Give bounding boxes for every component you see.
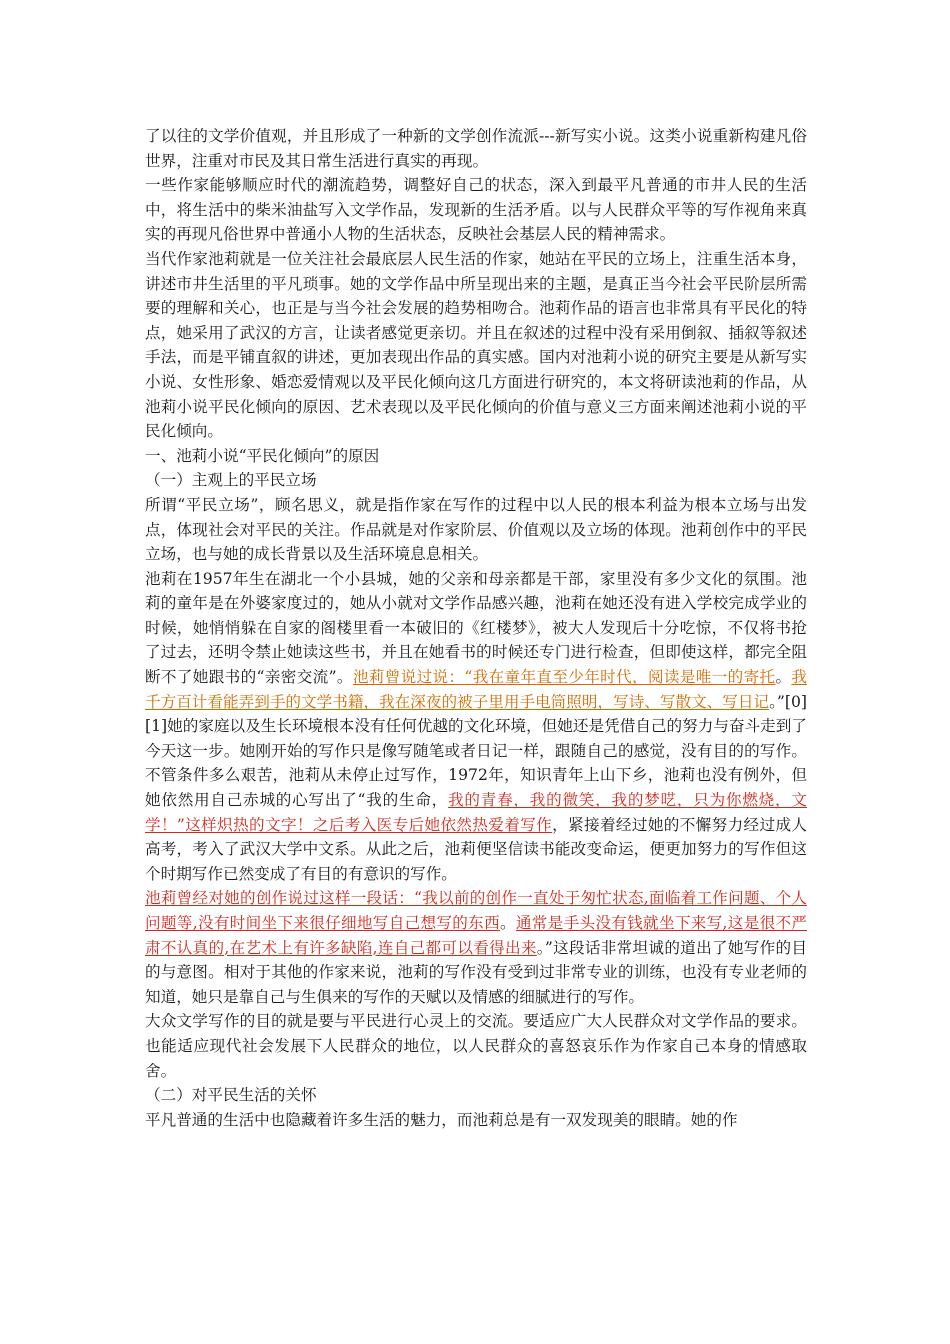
highlighted-quote-red-3: 通常是手头没有钱就坐下来写,这是很不严肃不认真的,在艺术上有许多缺陷,连自己都可以看得出来	[145, 914, 807, 957]
paragraph-5	[145, 567, 807, 887]
paragraph-1: 了以往的文学价值观，并且形成了一种新的文学创作流派---新写实小说。这类小说重新构建凡俗世界，注重对市民及其日常生活进行真实的再现。	[145, 127, 807, 170]
paragraph-3: 当代作家池莉就是一位关注社会最底层人民生活的作家，她站在平民的立场上，注重生活本身，讲述市井生活里的平凡琐事。她的文学作品中所呈现出来的主题，是真正当今社会平民阶层所需要的理解和关心，也正是与当今社会发展的趋势相吻合。池莉作品的语言也非常具有平民化的特点，她采用了武汉的方言，让读者感觉更亲切。并且在叙述的过程中没有采用倒叙、插叙等叙述手法，而是平铺直叙的讲述，更加表现出作品的真实感。国内对池莉小说的研究主要是从新写实小说、女性形象、婚恋爱情观以及平民化倾向这几方面进行研究的，本文将研读池莉的作品，从池莉小说平民化倾向的原因、艺术表现以及平民化倾向的价值与意义三方面来阐述池莉小说的平民化倾向。	[145, 249, 807, 441]
paragraph-5-text-c: 。	[775, 668, 792, 687]
paragraph-6-text-d: 。”这段话非常坦诚的道出了她写作的目的与意图。相对于其他的作家来说，池莉的写作没有受到过非常专业的训练，也没有专业老师的知道，她只是靠自己与生俱来的写作的天赋以及情感的细腻进行的写作。	[145, 938, 807, 1006]
paragraph-5-text-g: ，紧接着经过她的不懈努力经过成人高考，考入了武汉大学中文系。从此之后，池莉便坚信读书能改变命运，便更加努力的写作但这个时期写作已然变成了有目的有意识的写作。	[145, 815, 807, 883]
paragraph-6-text-b: 。	[499, 914, 516, 932]
paragraph-7: 大众文学写作的目的就是要与平民进行心灵上的交流。要适应广大人民群众对文学作品的要求。也能适应现代社会发展下人民群众的地位，以人民群众的喜怒哀乐作为作家自己本身的情感取舍。	[145, 1012, 807, 1080]
section-heading-1: 一、池莉小说“平民化倾向”的原因	[145, 446, 380, 465]
paragraph-4: 所谓“平民立场”，顾名思义，就是指作家在写作的过程中以人民的根本利益为根本立场与出发点，体现社会对平民的关注。作品就是对作家阶层、价值观以及立场的体现。池莉创作中的平民立场，也与她的成长背景以及生活环境息息相关。	[145, 495, 807, 564]
document-page	[145, 124, 807, 1132]
highlighted-quote-red-2: 池莉曾经对她的创作说过这样一段话：“我以前的创作一直处于匆忙状态,面临着工作问题、个人问题等,没有时间坐下来很仔细地写自己想写的东西	[145, 889, 807, 932]
subsection-heading-1-1: （一）主观上的平民立场	[145, 471, 317, 490]
paragraph-5-text-e: 。”[0][1]她的家庭以及生长环境根本没有任何优越的文化环境，但她还是凭借自己的努力与奋斗走到了今天这一步。她刚开始的写作只是像写随笔或者日记一样，跟随自己的感觉，没有目的的写作。不管条件多么艰苦，池莉从未停止过写作，1972年，知识青年上山下乡，池莉也没有例外，但她依然用自己赤城的心写出了“我的生命，	[145, 692, 807, 810]
paragraph-2: 一些作家能够顺应时代的潮流趋势，调整好自己的状态，深入到最平凡普通的市井人民的生活中，将生活中的柴米油盐写入文学作品，发现新的生活矛盾。以与人民群众平等的写作视角来真实的再现凡俗世界中普通小人物的生活状态，反映社会基层人民的精神需求。	[145, 176, 807, 244]
paragraph-5-text-a: 池莉在1957年生在湖北一个小县城，她的父亲和母亲都是干部，家里没有多少文化的氛围。池莉的童年是在外婆家度过的，她从小就对文学作品感兴趣，池莉在她还没有进入学校完成学业的时候，她悄悄躲在自家的阁楼里看一本破旧的《红楼梦》，被大人发现后十分吃惊，不仅将书抢了过去，还明令禁止她读这些书，并且在她看书的时候还专门进行检查，但即使这样，都完全阻断不了她跟书的“亲密交流”。	[145, 569, 807, 687]
highlighted-quote-orange-2: 我千方百计看能弄到手的文学书籍，我在深夜的被子里用手电筒照明，写诗、写散文、写日记	[145, 668, 807, 711]
highlighted-quote-orange-1: 池莉曾说过说：“我在童年直至少年时代，阅读是唯一的寄托	[352, 668, 776, 687]
highlighted-quote-red-1: 我的青春，我的微笑，我的梦呓，只为你燃烧，文学！”这样炽热的文字！之后考入医专后她依然热爱着写作	[145, 791, 807, 834]
paragraph-8: 平凡普通的生活中也隐藏着许多生活的魅力，而池莉总是有一双发现美的眼睛。她的作	[145, 1110, 738, 1129]
paragraph-6	[145, 886, 807, 1009]
subsection-heading-1-2: （二）对平民生活的关怀	[145, 1086, 317, 1105]
